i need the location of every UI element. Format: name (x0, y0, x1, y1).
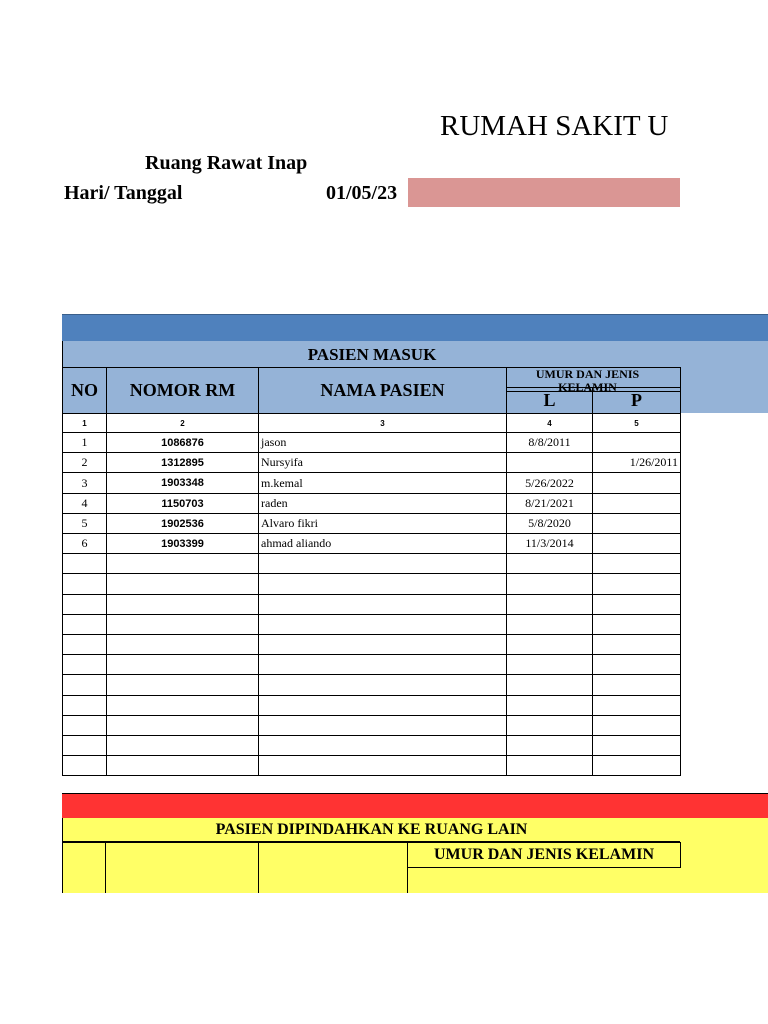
table-row-name[interactable] (258, 553, 507, 574)
table-row-name[interactable] (258, 674, 507, 696)
table-row-no[interactable]: 6 (62, 533, 107, 554)
table-row-name[interactable] (258, 654, 507, 675)
table-row-rm[interactable] (106, 553, 259, 574)
transfer-name-cell[interactable] (258, 842, 408, 893)
date-value[interactable]: 01/05/23 (326, 182, 398, 204)
table-row-no[interactable] (62, 594, 107, 615)
col-header-age-gender: UMUR DAN JENIS KELAMIN (506, 367, 681, 392)
transfer-table (62, 818, 768, 893)
table-row-rm[interactable] (106, 755, 259, 776)
table-row-rm[interactable]: 1150703 (106, 493, 259, 514)
col-header-male: L (506, 387, 593, 414)
table-row-male-dob[interactable] (506, 695, 593, 716)
red-header-band (62, 793, 768, 820)
table-row-male-dob[interactable]: 8/21/2021 (506, 493, 593, 514)
table-row-name[interactable] (258, 715, 507, 736)
table-row-female-dob[interactable] (592, 735, 681, 756)
table-row-name[interactable] (258, 695, 507, 716)
col-number-2: 2 (106, 413, 259, 433)
table-row-male-dob[interactable]: 5/26/2022 (506, 472, 593, 494)
table-row-rm[interactable] (106, 695, 259, 716)
table-row-name[interactable]: jason (258, 432, 507, 453)
table-row-male-dob[interactable]: 8/8/2011 (506, 432, 593, 453)
col-number-1: 1 (62, 413, 107, 433)
col-header-rm: NOMOR RM (106, 367, 259, 414)
table-row-name[interactable]: m.kemal (258, 472, 507, 494)
table-row-male-dob[interactable] (506, 614, 593, 635)
table-row-rm[interactable]: 1902536 (106, 513, 259, 534)
table-row-name[interactable]: ahmad aliando (258, 533, 507, 554)
table-row-male-dob[interactable] (506, 634, 593, 655)
table-row-no[interactable]: 2 (62, 452, 107, 473)
table-row-no[interactable] (62, 755, 107, 776)
table-row-no[interactable]: 3 (62, 472, 107, 494)
table-row-rm[interactable] (106, 573, 259, 595)
table-row-female-dob[interactable] (592, 634, 681, 655)
table-row-male-dob[interactable]: 11/3/2014 (506, 533, 593, 554)
table-row-name[interactable]: raden (258, 493, 507, 514)
col-header-female: P (592, 387, 681, 414)
transfer-no-cell[interactable] (62, 842, 106, 893)
date-label: Hari/ Tanggal (64, 182, 183, 204)
col-header-name: NAMA PASIEN (258, 367, 507, 414)
table-row-female-dob[interactable] (592, 472, 681, 494)
table-row-rm[interactable] (106, 614, 259, 635)
table-row-female-dob[interactable] (592, 553, 681, 574)
table-row-female-dob[interactable] (592, 432, 681, 453)
table-row-male-dob[interactable] (506, 594, 593, 615)
table-row-female-dob[interactable] (592, 533, 681, 554)
table-row-female-dob[interactable] (592, 614, 681, 635)
col-number-4: 4 (506, 413, 593, 433)
table-row-female-dob[interactable] (592, 755, 681, 776)
transfer-section-title: PASIEN DIPINDAHKAN KE RUANG LAIN (62, 818, 680, 842)
table-row-name[interactable] (258, 594, 507, 615)
table-row-rm[interactable]: 1312895 (106, 452, 259, 473)
table-row-name[interactable] (258, 735, 507, 756)
table-row-name[interactable]: Alvaro fikri (258, 513, 507, 534)
table-row-rm[interactable] (106, 634, 259, 655)
table-row-name[interactable]: Nursyifa (258, 452, 507, 473)
page-title: RUMAH SAKIT U (440, 110, 669, 142)
table-row-male-dob[interactable]: 5/8/2020 (506, 513, 593, 534)
table-row-female-dob[interactable] (592, 654, 681, 675)
transfer-rm-cell[interactable] (105, 842, 259, 893)
table-row-rm[interactable]: 1086876 (106, 432, 259, 453)
table-row-no[interactable]: 5 (62, 513, 107, 534)
table-row-male-dob[interactable] (506, 674, 593, 696)
admissions-section-title: PASIEN MASUK (62, 341, 681, 368)
ward-label: Ruang Rawat Inap (145, 152, 308, 174)
table-row-no[interactable] (62, 614, 107, 635)
table-row-male-dob[interactable] (506, 654, 593, 675)
table-row-name[interactable] (258, 634, 507, 655)
table-row-no[interactable]: 4 (62, 493, 107, 514)
table-row-name[interactable] (258, 573, 507, 595)
table-row-male-dob[interactable] (506, 573, 593, 595)
col-number-5: 5 (592, 413, 681, 433)
table-row-no[interactable] (62, 715, 107, 736)
table-row-female-dob[interactable] (592, 594, 681, 615)
table-row-no[interactable] (62, 573, 107, 595)
table-row-female-dob[interactable] (592, 715, 681, 736)
table-row-name[interactable] (258, 614, 507, 635)
table-row-no[interactable] (62, 553, 107, 574)
table-row-name[interactable] (258, 755, 507, 776)
table-row-male-dob[interactable] (506, 715, 593, 736)
table-row-rm[interactable] (106, 715, 259, 736)
table-row-male-dob[interactable] (506, 735, 593, 756)
table-row-rm[interactable]: 1903348 (106, 472, 259, 494)
table-row-female-dob[interactable] (592, 493, 681, 514)
table-row-female-dob[interactable] (592, 513, 681, 534)
col-header-no: NO (62, 367, 107, 414)
table-row-no[interactable] (62, 695, 107, 716)
table-row-rm[interactable] (106, 654, 259, 675)
transfer-age-gender-header: UMUR DAN JENIS KELAMIN (407, 842, 681, 868)
table-row-female-dob[interactable] (592, 573, 681, 595)
table-row-no[interactable] (62, 654, 107, 675)
table-row-female-dob[interactable] (592, 674, 681, 696)
table-row-male-dob[interactable] (506, 553, 593, 574)
table-row-rm[interactable] (106, 735, 259, 756)
table-row-female-dob[interactable] (592, 695, 681, 716)
table-row-no[interactable] (62, 674, 107, 696)
table-row-no[interactable] (62, 634, 107, 655)
col-number-3: 3 (258, 413, 507, 433)
table-row-no[interactable]: 1 (62, 432, 107, 453)
table-row-rm[interactable] (106, 594, 259, 615)
table-row-rm[interactable]: 1903399 (106, 533, 259, 554)
table-row-male-dob[interactable] (506, 452, 593, 473)
table-row-no[interactable] (62, 735, 107, 756)
table-row-male-dob[interactable] (506, 755, 593, 776)
table-row-rm[interactable] (106, 674, 259, 696)
table-row-female-dob[interactable]: 1/26/2011 (592, 452, 681, 473)
